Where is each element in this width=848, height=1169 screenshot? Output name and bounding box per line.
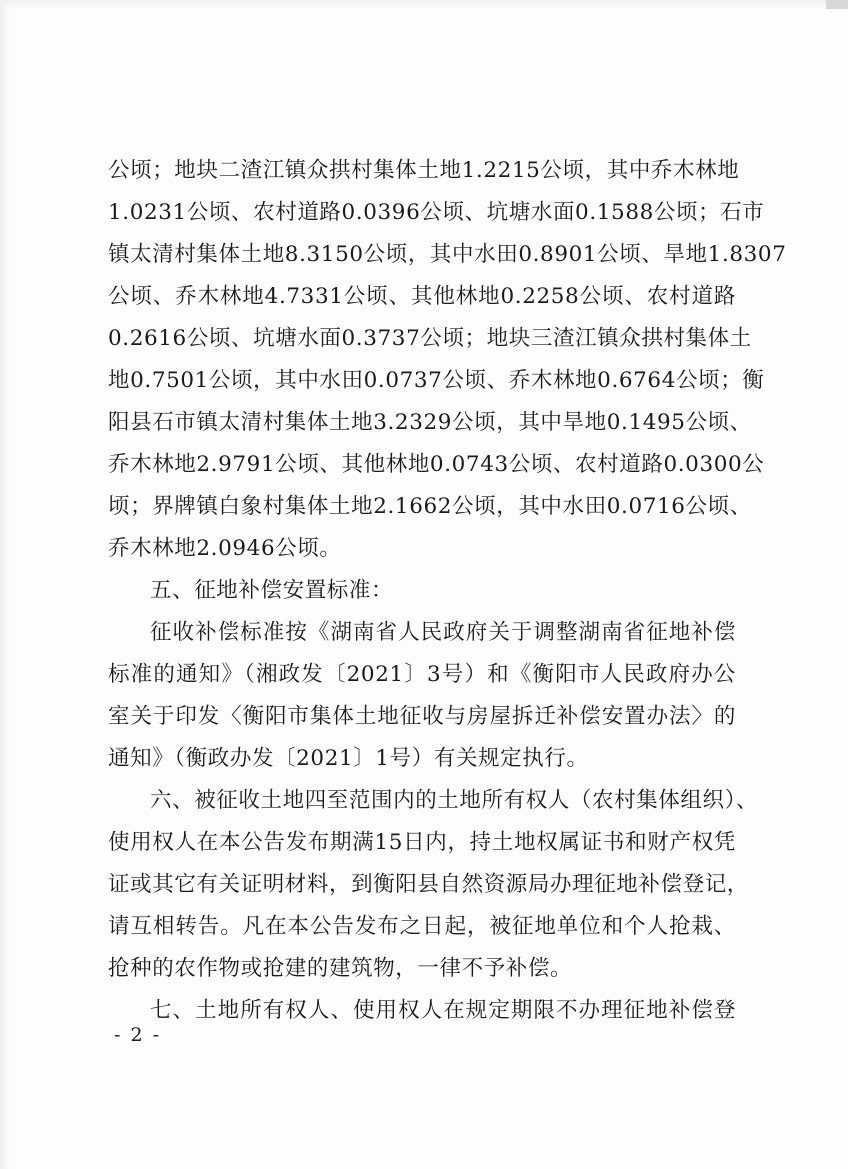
text-line: 阳县石市镇太清村集体土地3.2329公顷，其中旱地0.1495公顷、 — [108, 410, 752, 435]
text-line: 地0.7501公顷，其中水田0.0737公顷、乔木林地0.6764公顷；衡 — [108, 368, 765, 393]
text-line: 室关于印发〈衡阳市集体土地征收与房屋拆迁补偿安置办法〉的 — [108, 704, 736, 729]
text-line: 征收补偿标准按《湖南省人民政府关于调整湖南省征地补偿 — [150, 620, 736, 645]
text-line: 乔木林地2.9791公顷、其他林地0.0743公顷、农村道路0.0300公 — [108, 452, 765, 477]
page-number: - 2 - — [114, 1024, 162, 1046]
scan-edge-top — [0, 0, 848, 8]
text-line: 通知》（衡政办发〔2021〕1号）有关规定执行。 — [108, 746, 589, 771]
text-line: 顷；界牌镇白象村集体土地2.1662公顷，其中水田0.0716公顷、 — [108, 494, 752, 519]
section-heading: 六、被征收土地四至范围内的土地所有权人（农村集体组织）、 — [150, 788, 759, 813]
scan-edge-left — [0, 0, 10, 1169]
text-line: 抢种的农作物或抢建的建筑物，一律不予补偿。 — [108, 956, 573, 981]
text-line: 0.2616公顷、坑塘水面0.3737公顷；地块三渣江镇众拱村集体土 — [108, 326, 752, 351]
text-line: 请互相转告。凡在本公告发布之日起，被征地单位和个人抢栽、 — [108, 914, 736, 939]
text-line: 使用权人在本公告发布期满15日内，持土地权属证书和财产权凭 — [108, 830, 736, 855]
body-text — [108, 150, 787, 1032]
text-line: 公顷；地块二渣江镇众拱村集体土地1.2215公顷，其中乔木林地 — [108, 158, 740, 183]
text-line: 1.0231公顷、农村道路0.0396公顷、坑塘水面0.1588公顷；石市 — [108, 200, 765, 225]
text-line: 镇太清村集体土地8.3150公顷，其中水田0.8901公顷、旱地1.8307 — [108, 242, 787, 267]
text-line: 公顷、乔木林地4.7331公顷、其他林地0.2258公顷、农村道路 — [108, 284, 736, 309]
text-line: 证或其它有关证明材料，到衡阳县自然资源局办理征地补偿登记， — [108, 872, 749, 897]
section-heading: 五、征地补偿安置标准： — [150, 578, 394, 603]
scan-artifact — [826, 0, 848, 9]
text-line: 乔木林地2.0946公顷。 — [108, 536, 342, 561]
text-line: 标准的通知》（湘政发〔2021〕3号）和《衡阳市人民政府办公 — [108, 662, 736, 687]
section-heading: 七、土地所有权人、使用权人在规定期限不办理征地补偿登 — [150, 998, 736, 1023]
